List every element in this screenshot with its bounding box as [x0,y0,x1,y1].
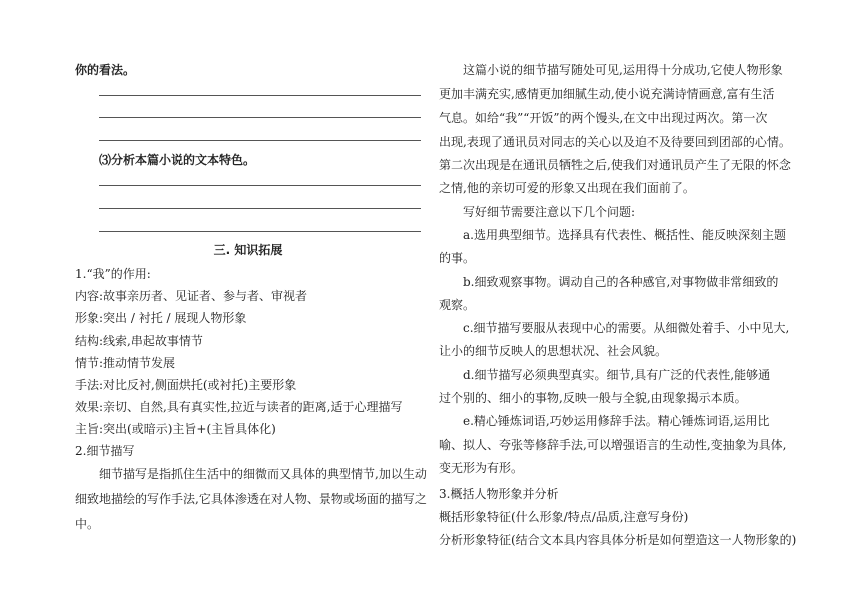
point-e: e.精心锤炼词语,巧妙运用修辞手法。精心锤炼词语,运用比 [463,414,770,428]
item-2-para-line: 细节描写是指抓住生活中的细微而又具体的典型情节,加以生动 [99,467,427,481]
point-d: d.细节描写必须典型真实。细节,具有广泛的代表性,能够通 [463,368,771,382]
item-1-line: 情节:推动情节发展 [75,356,176,370]
answer-line [99,117,421,118]
answer-line [99,95,421,96]
para-line: 气息。如给“我”“开饭”的两个馒头,在文中出现过两次。第一次 [439,111,768,125]
item-1-line: 内容:故事亲历者、见证者、参与者、审视者 [75,289,308,303]
point-a: a.选用典型细节。选择具有代表性、概括性、能反映深刻主题 [463,228,786,242]
item-1-line: 结构:线索,串起故事情节 [75,334,203,348]
item-1-line: 主旨:突出(或暗示)主旨+(主旨具体化) [75,422,276,436]
section-title: 三. 知识拓展 [213,243,283,257]
para-line: 这篇小说的细节描写随处可见,运用得十分成功,它使人物形象 [463,63,783,77]
para-line: 第二次出现是在通讯员牺牲之后,使我们对通讯员产生了无限的怀念 [439,158,791,172]
answer-line [99,140,421,141]
point-a-cont: 的事。 [439,251,476,265]
point-b-cont: 观察。 [439,298,476,312]
answer-line [99,185,421,186]
item-3-line: 概括形象特征(什么形象/特点/品质,注意写身份) [439,510,689,524]
item-1-title: 1.“我”的作用: [75,267,151,281]
item-3-title: 3.概括人物形象并分析 [439,487,559,501]
item-2-para-line: 细致地描绘的写作手法,它具体渗透在对人物、景物或场面的描写之 [75,492,427,506]
para-line: 写好细节需要注意以下几个问题: [463,205,636,219]
item-1-line: 效果:亲切、自然,具有真实性,拉近与读者的距离,适于心理描写 [75,400,403,414]
point-b: b.细致观察事物。调动自己的各种感官,对事物做非常细致的 [463,275,779,289]
point-d-cont: 过个别的、细小的事物,反映一般与全貌,由现象揭示本质。 [439,391,747,405]
para-line: 之情,他的亲切可爱的形象又出现在我们面前了。 [439,181,695,195]
answer-line [99,208,421,209]
item-2-title: 2.细节描写 [75,444,135,458]
point-e-cont: 喻、拟人、夸张等修辞手法,可以增强语言的生动性,变抽象为具体, [439,438,787,452]
question-3: ⑶分析本篇小说的文本特色。 [99,153,256,167]
item-1-line: 形象:突出 / 衬托 / 展现人物形象 [75,311,247,325]
point-c: c.细节描写要服从表现中心的需要。从细微处着手、小中见大, [463,321,790,335]
point-c-cont: 让小的细节反映人的思想状况、社会风貌。 [439,344,668,358]
item-1-line: 手法:对比反衬,侧面烘托(或衬托)主要形象 [75,378,297,392]
answer-line [99,231,421,232]
item-3-line: 分析形象特征(结合文本具内容具体分析是如何塑造这一人物形象的) [439,533,797,547]
question-2-tail: 你的看法。 [75,63,136,77]
item-2-para-line: 中。 [75,517,100,531]
point-e-cont: 变无形为有形。 [439,461,524,475]
para-line: 出现,表现了通讯员对同志的关心以及迫不及待要回到团部的心情。 [439,135,791,149]
para-line: 更加丰满充实,感情更加细腻生动,使小说充满诗情画意,富有生活 [439,87,775,101]
